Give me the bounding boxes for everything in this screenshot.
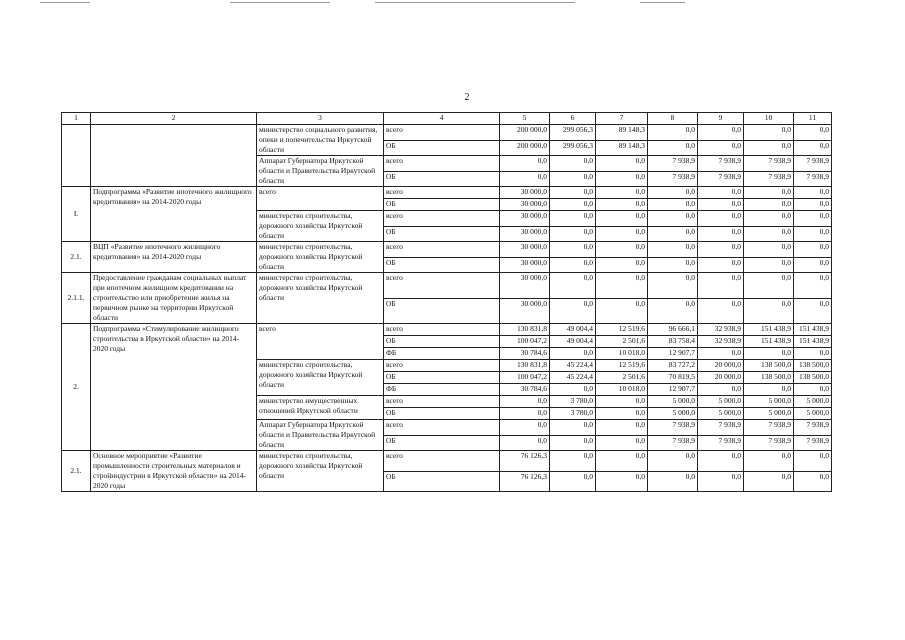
table-row — [62, 187, 832, 199]
amount-cell: 100 047,2 — [500, 336, 550, 348]
amount-cell: 0,0 — [794, 211, 832, 227]
funding-source: всего — [384, 156, 500, 172]
amount-cell: 5 000,0 — [744, 396, 794, 408]
amount-cell: 0,0 — [794, 199, 832, 211]
row-executor: всего — [257, 324, 384, 360]
column-header: 2 — [91, 113, 257, 125]
funding-source: всего — [384, 396, 500, 408]
amount-cell: 299 056,3 — [550, 125, 596, 141]
row-title: Подпрограмма «Развитие ипотечного жилищного кредитования» на 2014-2020 годы — [91, 187, 257, 242]
row-title: Предоставление гражданам социальных выплат при ипотечном жилищном кредитовании на строительство или приобретение жилья на первичном рынке на территории Иркутской области — [91, 273, 257, 324]
funding-source: всего — [384, 125, 500, 141]
amount-cell: 138 500,0 — [794, 372, 832, 384]
column-header: 4 — [384, 113, 500, 125]
amount-cell: 0,0 — [648, 298, 698, 324]
funding-source: всего — [384, 360, 500, 372]
amount-cell: 0,0 — [596, 435, 648, 451]
amount-cell: 0,0 — [698, 471, 744, 492]
funding-source: ОБ — [384, 226, 500, 242]
amount-cell: 12 519,6 — [596, 360, 648, 372]
row-executor: министерство строительства, дорожного хозяйства Иркутской области — [257, 211, 384, 242]
amount-cell: 89 148,3 — [596, 125, 648, 141]
row-executor: министерство строительства, дорожного хозяйства Иркутской области — [257, 273, 384, 324]
amount-cell: 0,0 — [550, 156, 596, 172]
amount-cell: 45 224,4 — [550, 372, 596, 384]
amount-cell: 0,0 — [648, 211, 698, 227]
amount-cell: 0,0 — [744, 348, 794, 360]
table-row — [62, 242, 832, 258]
amount-cell: 30 000,0 — [500, 211, 550, 227]
amount-cell: 0,0 — [698, 242, 744, 258]
amount-cell: 0,0 — [550, 226, 596, 242]
row-executor: Аппарат Губернатора Иркутской области и Правительства Иркутской области — [257, 420, 384, 451]
amount-cell: 0,0 — [648, 471, 698, 492]
funding-source: ФБ — [384, 384, 500, 396]
amount-cell: 0,0 — [698, 140, 744, 156]
amount-cell: 0,0 — [550, 257, 596, 273]
amount-cell: 0,0 — [596, 211, 648, 227]
amount-cell: 0,0 — [550, 273, 596, 299]
funding-source: всего — [384, 211, 500, 227]
row-title: ВЦП «Развитие ипотечного жилищного кредитования» на 2014-2020 годы — [91, 242, 257, 273]
amount-cell: 7 938,9 — [648, 435, 698, 451]
amount-cell: 7 938,9 — [648, 171, 698, 187]
amount-cell: 49 004,4 — [550, 336, 596, 348]
amount-cell: 0,0 — [698, 187, 744, 199]
row-title — [91, 125, 257, 187]
amount-cell: 0,0 — [744, 471, 794, 492]
column-header: 7 — [596, 113, 648, 125]
amount-cell: 0,0 — [744, 257, 794, 273]
funding-source: ОБ — [384, 298, 500, 324]
row-executor: министерство строительства, дорожного хозяйства Иркутской области — [257, 360, 384, 396]
amount-cell: 7 938,9 — [698, 156, 744, 172]
page-number: 2 — [464, 92, 470, 103]
amount-cell: 0,0 — [596, 451, 648, 472]
amount-cell: 30 000,0 — [500, 199, 550, 211]
amount-cell: 138 500,0 — [744, 372, 794, 384]
amount-cell: 0,0 — [596, 420, 648, 436]
funding-source: ОБ — [384, 372, 500, 384]
amount-cell: 0,0 — [596, 396, 648, 408]
funding-source: всего — [384, 187, 500, 199]
amount-cell: 0,0 — [550, 242, 596, 258]
row-title: Подпрограмма «Стимулирование жилищного строительства в Иркутской области» на 2014-2020 годы — [91, 324, 257, 451]
amount-cell: 7 938,9 — [744, 435, 794, 451]
amount-cell: 0,0 — [596, 156, 648, 172]
scan-artifact-line — [375, 2, 575, 3]
amount-cell: 7 938,9 — [744, 156, 794, 172]
amount-cell: 0,0 — [550, 298, 596, 324]
amount-cell: 0,0 — [550, 451, 596, 472]
amount-cell: 0,0 — [648, 273, 698, 299]
amount-cell: 0,0 — [550, 435, 596, 451]
amount-cell: 0,0 — [744, 140, 794, 156]
amount-cell: 0,0 — [794, 242, 832, 258]
amount-cell: 0,0 — [794, 348, 832, 360]
amount-cell: 30 000,0 — [500, 273, 550, 299]
amount-cell: 0,0 — [698, 199, 744, 211]
column-header: 3 — [257, 113, 384, 125]
amount-cell: 0,0 — [744, 273, 794, 299]
amount-cell: 5 000,0 — [794, 408, 832, 420]
amount-cell: 0,0 — [648, 199, 698, 211]
amount-cell: 100 047,2 — [500, 372, 550, 384]
amount-cell: 0,0 — [596, 273, 648, 299]
amount-cell: 30 000,0 — [500, 187, 550, 199]
amount-cell: 0,0 — [698, 273, 744, 299]
column-header: 8 — [648, 113, 698, 125]
funding-source: всего — [384, 420, 500, 436]
amount-cell: 0,0 — [744, 125, 794, 141]
amount-cell: 7 938,9 — [794, 171, 832, 187]
header-row — [62, 113, 832, 125]
amount-cell: 0,0 — [550, 420, 596, 436]
amount-cell: 151 438,9 — [744, 324, 794, 336]
amount-cell: 0,0 — [596, 471, 648, 492]
table-row — [62, 324, 832, 336]
amount-cell: 0,0 — [744, 211, 794, 227]
amount-cell: 0,0 — [698, 125, 744, 141]
amount-cell: 7 938,9 — [794, 156, 832, 172]
amount-cell: 30 784,6 — [500, 348, 550, 360]
amount-cell: 7 938,9 — [794, 435, 832, 451]
amount-cell: 0,0 — [744, 199, 794, 211]
row-executor: Аппарат Губернатора Иркутской области и Правительства Иркутской области — [257, 156, 384, 187]
amount-cell: 130 831,8 — [500, 324, 550, 336]
amount-cell: 0,0 — [550, 384, 596, 396]
table-row — [62, 125, 832, 141]
budget-table — [61, 112, 832, 492]
amount-cell: 0,0 — [794, 140, 832, 156]
amount-cell: 0,0 — [648, 226, 698, 242]
funding-source: ОБ — [384, 171, 500, 187]
amount-cell: 7 938,9 — [648, 156, 698, 172]
amount-cell: 5 000,0 — [648, 396, 698, 408]
amount-cell: 10 018,0 — [596, 384, 648, 396]
amount-cell: 0,0 — [550, 171, 596, 187]
amount-cell: 0,0 — [794, 226, 832, 242]
amount-cell: 32 938,9 — [698, 336, 744, 348]
amount-cell: 0,0 — [744, 226, 794, 242]
amount-cell: 0,0 — [648, 187, 698, 199]
amount-cell: 5 000,0 — [648, 408, 698, 420]
column-header: 9 — [698, 113, 744, 125]
amount-cell: 0,0 — [698, 348, 744, 360]
amount-cell: 5 000,0 — [744, 408, 794, 420]
row-executor: министерство имущественных отношений Иркутской области — [257, 396, 384, 420]
amount-cell: 0,0 — [794, 187, 832, 199]
amount-cell: 0,0 — [596, 408, 648, 420]
amount-cell: 0,0 — [698, 211, 744, 227]
amount-cell: 0,0 — [698, 451, 744, 472]
funding-source: всего — [384, 451, 500, 472]
amount-cell: 0,0 — [698, 226, 744, 242]
funding-source: ОБ — [384, 199, 500, 211]
amount-cell: 12 907,7 — [648, 348, 698, 360]
row-code: I. — [62, 187, 91, 242]
column-header: 1 — [62, 113, 91, 125]
amount-cell: 0,0 — [550, 471, 596, 492]
amount-cell: 5 000,0 — [794, 396, 832, 408]
amount-cell: 7 938,9 — [744, 420, 794, 436]
amount-cell: 0,0 — [596, 298, 648, 324]
amount-cell: 0,0 — [596, 187, 648, 199]
amount-cell: 0,0 — [648, 125, 698, 141]
funding-source: ОБ — [384, 435, 500, 451]
amount-cell: 0,0 — [794, 257, 832, 273]
amount-cell: 0,0 — [744, 187, 794, 199]
row-executor: министерство социального развития, опеки и попечительства Иркутской области — [257, 125, 384, 156]
row-code — [62, 125, 91, 187]
amount-cell: 0,0 — [744, 451, 794, 472]
funding-source: всего — [384, 273, 500, 299]
amount-cell: 0,0 — [648, 451, 698, 472]
amount-cell: 7 938,9 — [744, 171, 794, 187]
funding-source: ОБ — [384, 140, 500, 156]
amount-cell: 30 784,6 — [500, 384, 550, 396]
amount-cell: 96 666,1 — [648, 324, 698, 336]
amount-cell: 0,0 — [648, 257, 698, 273]
column-header: 10 — [744, 113, 794, 125]
amount-cell: 70 819,5 — [648, 372, 698, 384]
scan-artifact-line — [640, 2, 685, 3]
funding-source: всего — [384, 324, 500, 336]
amount-cell: 30 000,0 — [500, 242, 550, 258]
funding-source: ОБ — [384, 336, 500, 348]
amount-cell: 151 438,9 — [794, 324, 832, 336]
amount-cell: 0,0 — [500, 420, 550, 436]
amount-cell: 10 018,0 — [596, 348, 648, 360]
amount-cell: 0,0 — [500, 171, 550, 187]
amount-cell: 0,0 — [648, 140, 698, 156]
funding-source: ОБ — [384, 257, 500, 273]
amount-cell: 0,0 — [698, 257, 744, 273]
amount-cell: 0,0 — [500, 408, 550, 420]
amount-cell: 0,0 — [596, 257, 648, 273]
amount-cell: 7 938,9 — [698, 435, 744, 451]
amount-cell: 0,0 — [648, 242, 698, 258]
amount-cell: 0,0 — [794, 451, 832, 472]
funding-source: ОБ — [384, 471, 500, 492]
row-executor: всего — [257, 187, 384, 211]
amount-cell: 0,0 — [596, 199, 648, 211]
amount-cell: 12 907,7 — [648, 384, 698, 396]
amount-cell: 3 780,0 — [550, 408, 596, 420]
amount-cell: 200 000,0 — [500, 125, 550, 141]
row-code: 2.1. — [62, 242, 91, 273]
amount-cell: 151 438,9 — [794, 336, 832, 348]
amount-cell: 12 519,6 — [596, 324, 648, 336]
amount-cell: 0,0 — [698, 384, 744, 396]
amount-cell: 5 000,0 — [698, 408, 744, 420]
amount-cell: 76 126,3 — [500, 451, 550, 472]
row-code: 2.1. — [62, 451, 91, 492]
table-row — [62, 273, 832, 299]
row-executor: министерство строительства, дорожного хозяйства Иркутской области — [257, 451, 384, 492]
amount-cell: 138 500,0 — [744, 360, 794, 372]
amount-cell: 0,0 — [596, 226, 648, 242]
amount-cell: 0,0 — [744, 242, 794, 258]
amount-cell: 0,0 — [550, 211, 596, 227]
amount-cell: 0,0 — [596, 171, 648, 187]
funding-source: ФБ — [384, 348, 500, 360]
row-executor: министерство строительства, дорожного хозяйства Иркутской области — [257, 242, 384, 273]
amount-cell: 83 727,2 — [648, 360, 698, 372]
table-row — [62, 451, 832, 472]
amount-cell: 200 000,0 — [500, 140, 550, 156]
amount-cell: 32 938,9 — [698, 324, 744, 336]
amount-cell: 0,0 — [794, 384, 832, 396]
amount-cell: 0,0 — [550, 348, 596, 360]
amount-cell: 20 000,0 — [698, 372, 744, 384]
amount-cell: 76 126,3 — [500, 471, 550, 492]
amount-cell: 151 438,9 — [744, 336, 794, 348]
row-title: Основное мероприятие «Развитие промышленности строительных материалов и стройиндустрии в Иркутской области» на 2014-2020 годы — [91, 451, 257, 492]
amount-cell: 7 938,9 — [698, 420, 744, 436]
amount-cell: 83 758,4 — [648, 336, 698, 348]
amount-cell: 89 148,3 — [596, 140, 648, 156]
amount-cell: 130 831,8 — [500, 360, 550, 372]
row-code: 2. — [62, 324, 91, 451]
amount-cell: 299 056,3 — [550, 140, 596, 156]
funding-source: всего — [384, 242, 500, 258]
amount-cell: 30 000,0 — [500, 257, 550, 273]
amount-cell: 3 780,0 — [550, 396, 596, 408]
column-header: 5 — [500, 113, 550, 125]
funding-source: ОБ — [384, 408, 500, 420]
amount-cell: 20 000,0 — [698, 360, 744, 372]
amount-cell: 49 004,4 — [550, 324, 596, 336]
amount-cell: 2 501,6 — [596, 372, 648, 384]
amount-cell: 30 000,0 — [500, 226, 550, 242]
amount-cell: 5 000,0 — [698, 396, 744, 408]
amount-cell: 7 938,9 — [648, 420, 698, 436]
amount-cell: 30 000,0 — [500, 298, 550, 324]
amount-cell: 0,0 — [744, 384, 794, 396]
scan-artifact-line — [40, 2, 90, 3]
amount-cell: 0,0 — [596, 242, 648, 258]
amount-cell: 0,0 — [500, 396, 550, 408]
amount-cell: 2 501,6 — [596, 336, 648, 348]
amount-cell: 7 938,9 — [698, 171, 744, 187]
amount-cell: 138 500,0 — [794, 360, 832, 372]
amount-cell: 45 224,4 — [550, 360, 596, 372]
column-header: 11 — [794, 113, 832, 125]
amount-cell: 0,0 — [550, 199, 596, 211]
amount-cell: 0,0 — [698, 298, 744, 324]
scan-artifact-line — [230, 2, 330, 3]
amount-cell: 0,0 — [744, 298, 794, 324]
amount-cell: 7 938,9 — [794, 420, 832, 436]
column-header: 6 — [550, 113, 596, 125]
amount-cell: 0,0 — [794, 298, 832, 324]
amount-cell: 0,0 — [794, 471, 832, 492]
amount-cell: 0,0 — [794, 125, 832, 141]
amount-cell: 0,0 — [500, 435, 550, 451]
amount-cell: 0,0 — [500, 156, 550, 172]
amount-cell: 0,0 — [794, 273, 832, 299]
row-code: 2.1.1. — [62, 273, 91, 324]
amount-cell: 0,0 — [550, 187, 596, 199]
